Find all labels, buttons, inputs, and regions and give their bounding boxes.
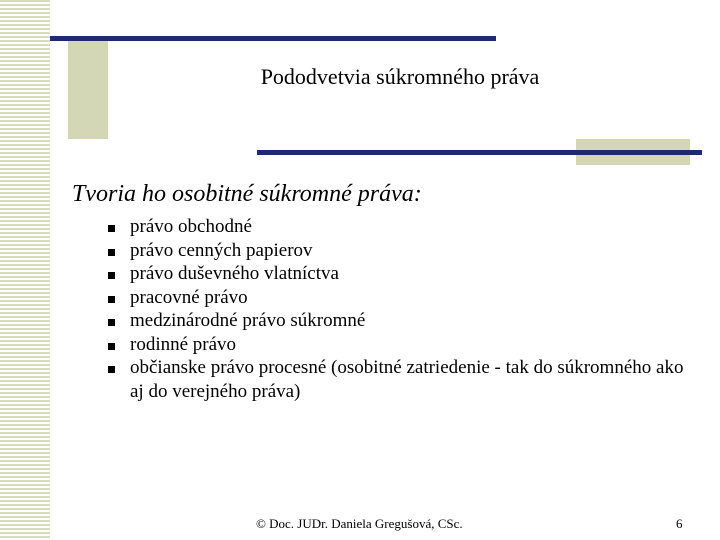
top-accent-bar [50, 36, 496, 41]
bullet-icon [108, 272, 115, 279]
slide-title: Pododvetvia súkromného práva [260, 64, 540, 89]
list-item [108, 262, 688, 286]
list-item [108, 356, 688, 403]
list-item-text: právo duševného vlatníctva [130, 263, 339, 284]
footer-copyright: © Doc. JUDr. Daniela Gregušová, CSc. [256, 516, 463, 531]
slide-footer [0, 516, 720, 534]
bullet-icon [108, 249, 115, 256]
list-item [108, 309, 688, 333]
bullet-icon [108, 296, 115, 303]
page-number: 6 [676, 516, 683, 531]
list-item-text: právo cenných papierov [130, 239, 313, 261]
list-item-text: medzinárodné právo súkromné [130, 310, 366, 331]
bottom-accent-bar [257, 150, 702, 155]
decorative-block-left [68, 36, 108, 139]
bullet-icon [108, 343, 115, 350]
list-item [108, 239, 688, 263]
list-item [108, 286, 688, 310]
bullet-list [108, 215, 688, 403]
decorative-stripes [0, 0, 50, 540]
list-item-text: občianske právo procesné (osobitné zatriedenie - tak do súkromného ako aj do verejného práva) [130, 357, 684, 402]
slide-subtitle: Tvoria ho osobitné súkromné práva: [72, 181, 422, 207]
list-item [108, 333, 688, 357]
list-item-text: pracovné právo [130, 286, 248, 308]
bullet-icon [108, 319, 115, 326]
bullet-icon [108, 366, 115, 373]
bullet-icon [108, 225, 115, 232]
list-item-text: rodinné právo [130, 333, 237, 355]
list-item [108, 215, 688, 239]
list-item-text: právo obchodné [130, 216, 252, 237]
